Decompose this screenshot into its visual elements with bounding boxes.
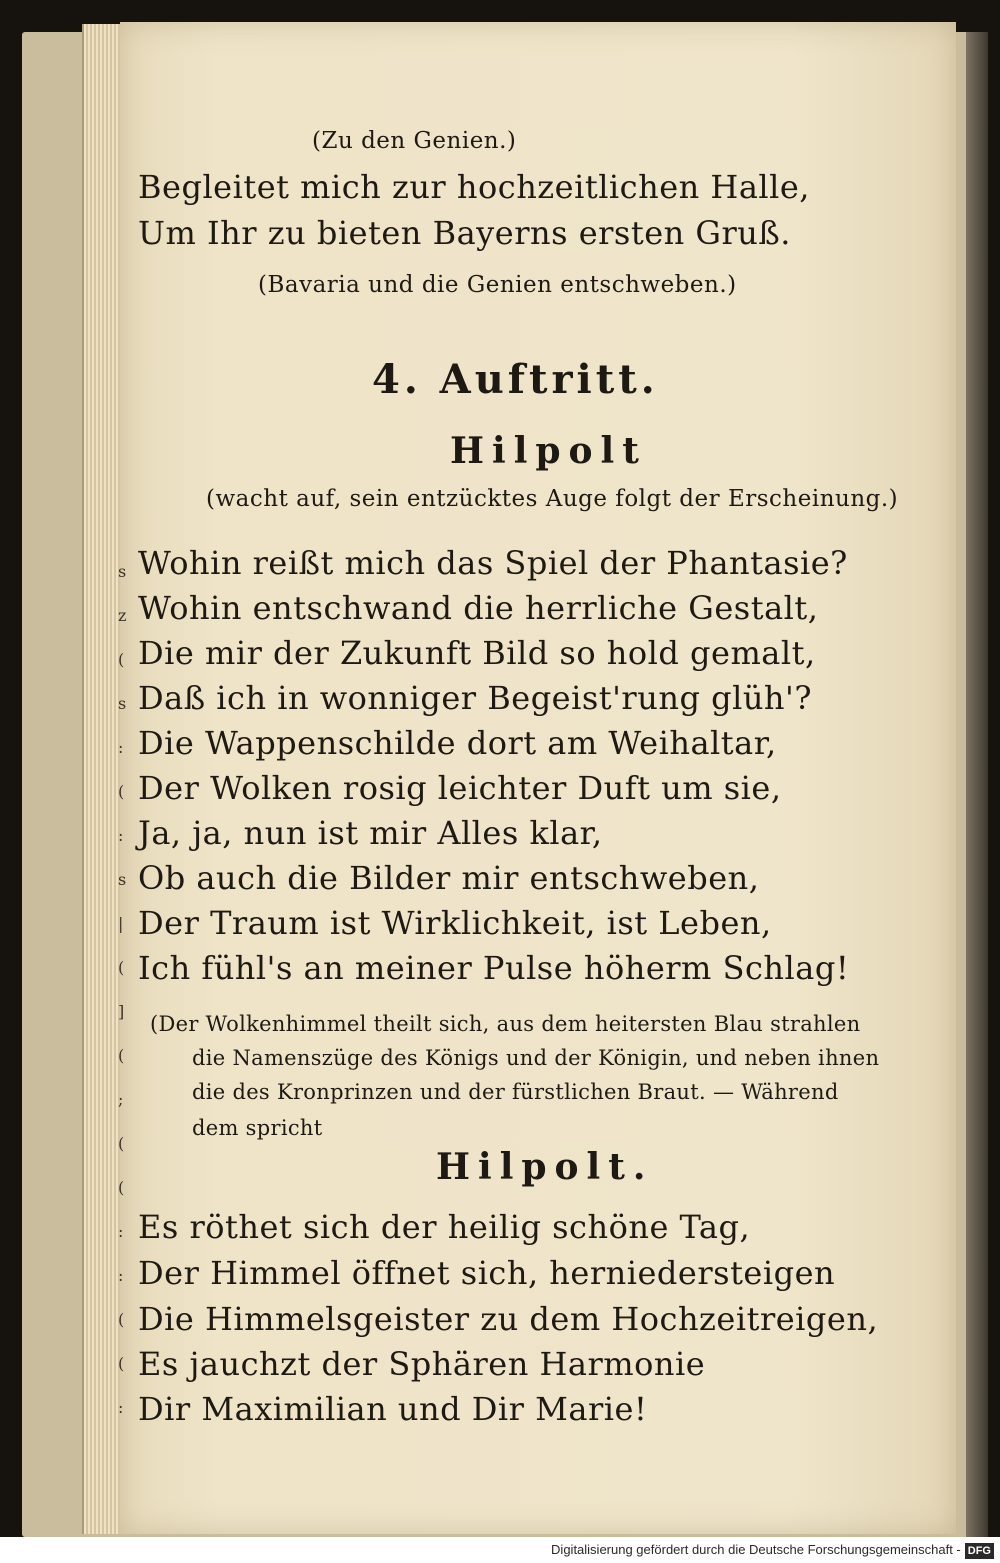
- verse-line: Ich fühl's an meiner Pulse höherm Schlag!: [138, 949, 850, 987]
- funding-footer: [0, 1537, 1000, 1563]
- dfg-logo: DFG: [965, 1543, 994, 1559]
- verse-line: Daß ich in wonniger Begeist'rung glüh'?: [138, 679, 812, 717]
- verse-line: Die Wappenschilde dort am Weihaltar,: [138, 724, 777, 762]
- verse-line: Die Himmelsgeister zu dem Hochzeitreigen,: [138, 1300, 879, 1338]
- stage-direction-long: die Namenszüge des Königs und der Königin, und neben ihnen: [192, 1046, 880, 1070]
- verse-line: Um Ihr zu bieten Bayerns ersten Gruß.: [138, 214, 791, 252]
- verse-line: Ja, ja, nun ist mir Alles klar,: [138, 814, 603, 852]
- margin-bleed-through: s z ( s : ( : s | ( ] ( ; ( ( : : ( ( :: [118, 562, 127, 1417]
- stage-direction-long: (Der Wolkenhimmel theilt sich, aus dem heitersten Blau strahlen: [150, 1012, 861, 1036]
- stage-direction-speaker: (wacht auf, sein entzücktes Auge folgt der Erscheinung.): [206, 486, 899, 512]
- stage-direction-long: dem spricht: [192, 1116, 323, 1140]
- scene-heading: 4. Auftritt.: [372, 356, 659, 403]
- speaker-name: Hilpolt.: [436, 1146, 654, 1188]
- verse-line: Der Himmel öffnet sich, herniedersteigen: [138, 1254, 836, 1292]
- verse-line: Wohin reißt mich das Spiel der Phantasie?: [138, 544, 848, 582]
- verse-line: Der Wolken rosig leichter Duft um sie,: [138, 769, 782, 807]
- verse-line: Dir Maximilian und Dir Marie!: [138, 1390, 648, 1428]
- stage-direction-opening: (Zu den Genien.): [312, 128, 517, 154]
- verse-line: Die mir der Zukunft Bild so hold gemalt,: [138, 634, 816, 672]
- verse-line: Begleitet mich zur hochzeitlichen Halle,: [138, 168, 810, 206]
- stage-direction-long: die des Kronprinzen und der fürstlichen Braut. — Während: [192, 1080, 839, 1104]
- speaker-name: Hilpolt: [450, 430, 647, 472]
- verse-line: Wohin entschwand die herrliche Gestalt,: [138, 589, 819, 627]
- verse-line: Es röthet sich der heilig schöne Tag,: [138, 1208, 751, 1246]
- verse-line: Ob auch die Bilder mir entschweben,: [138, 859, 760, 897]
- verse-line: Der Traum ist Wirklichkeit, ist Leben,: [138, 904, 772, 942]
- verse-line: Es jauchzt der Sphären Harmonie: [138, 1345, 706, 1383]
- stage-direction-exit: (Bavaria und die Genien entschweben.): [258, 272, 737, 298]
- funding-notice: Digitalisierung gefördert durch die Deutsche Forschungsgemeinschaft -: [551, 1542, 961, 1557]
